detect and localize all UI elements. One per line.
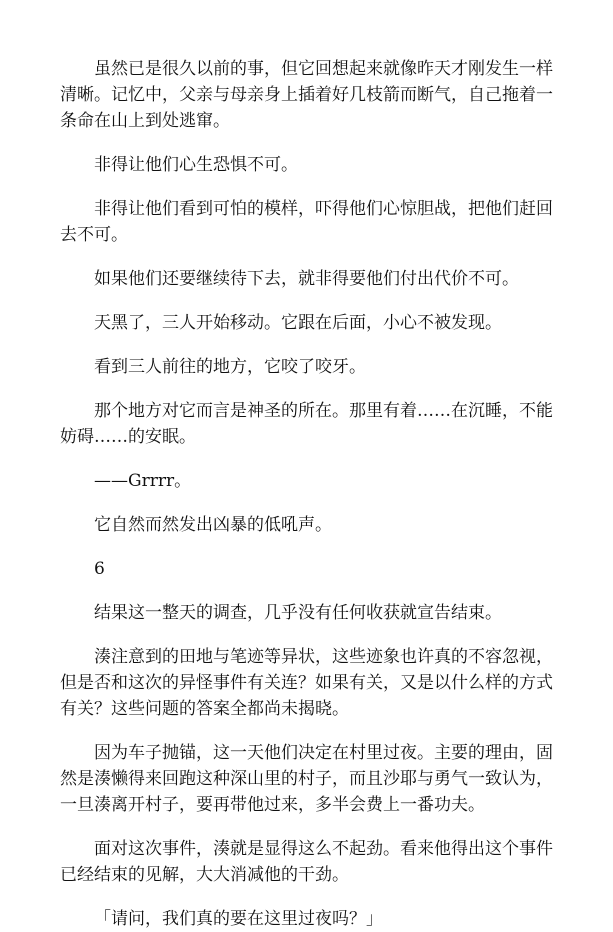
paragraph-3: 非得让他们看到可怕的模样，吓得他们心惊胆战，把他们赶回去不可。 xyxy=(60,199,553,245)
paragraph-1: 虽然已是很久以前的事，但它回想起来就像昨天才刚发生一样清晰。记忆中，父亲与母亲身上插着好几枝箭而断气，自己拖着一条命在山上到处逃窜。 xyxy=(60,59,553,131)
section-number: 6 xyxy=(94,559,105,579)
paragraph-10: 结果这一整天的调查，几乎没有任何收获就宣告结束。 xyxy=(94,603,502,623)
paragraph-6: 看到三人前往的地方，它咬了咬牙。 xyxy=(94,357,366,377)
paragraph-2: 非得让他们心生恐惧不可。 xyxy=(94,155,298,175)
paragraph-4: 如果他们还要继续待下去，就非得要他们付出代价不可。 xyxy=(94,269,519,289)
paragraph-12: 因为车子抛锚，这一天他们决定在村里过夜。主要的理由，固然是湊懒得来回跑这种深山里的村子，而且沙耶与勇气一致认为，一旦湊离开村子，要再带他过来，多半会费上一番功夫。 xyxy=(60,743,553,815)
paragraph-9: 它自然而然发出凶暴的低吼声。 xyxy=(94,515,332,535)
paragraph-7: 那个地方对它而言是神圣的所在。那里有着……在沉睡，不能妨碍……的安眠。 xyxy=(60,401,553,447)
paragraph-5: 天黑了，三人开始移动。它跟在后面，小心不被发现。 xyxy=(94,313,502,333)
paragraph-11: 湊注意到的田地与笔迹等异状，这些迹象也许真的不容忽视，但是否和这次的异怪事件有关连？如果有关，又是以什么样的方式有关？这些问题的答案全都尚未揭晓。 xyxy=(60,647,553,719)
paragraph-8: ——Grrrr。 xyxy=(94,471,192,491)
paragraph-13: 面对这次事件，湊就是显得这么不起劲。看来他得出这个事件已经结束的见解，大大消减他的干劲。 xyxy=(60,839,553,885)
paragraph-14: 「请问，我们真的要在这里过夜吗？」 xyxy=(94,909,383,929)
